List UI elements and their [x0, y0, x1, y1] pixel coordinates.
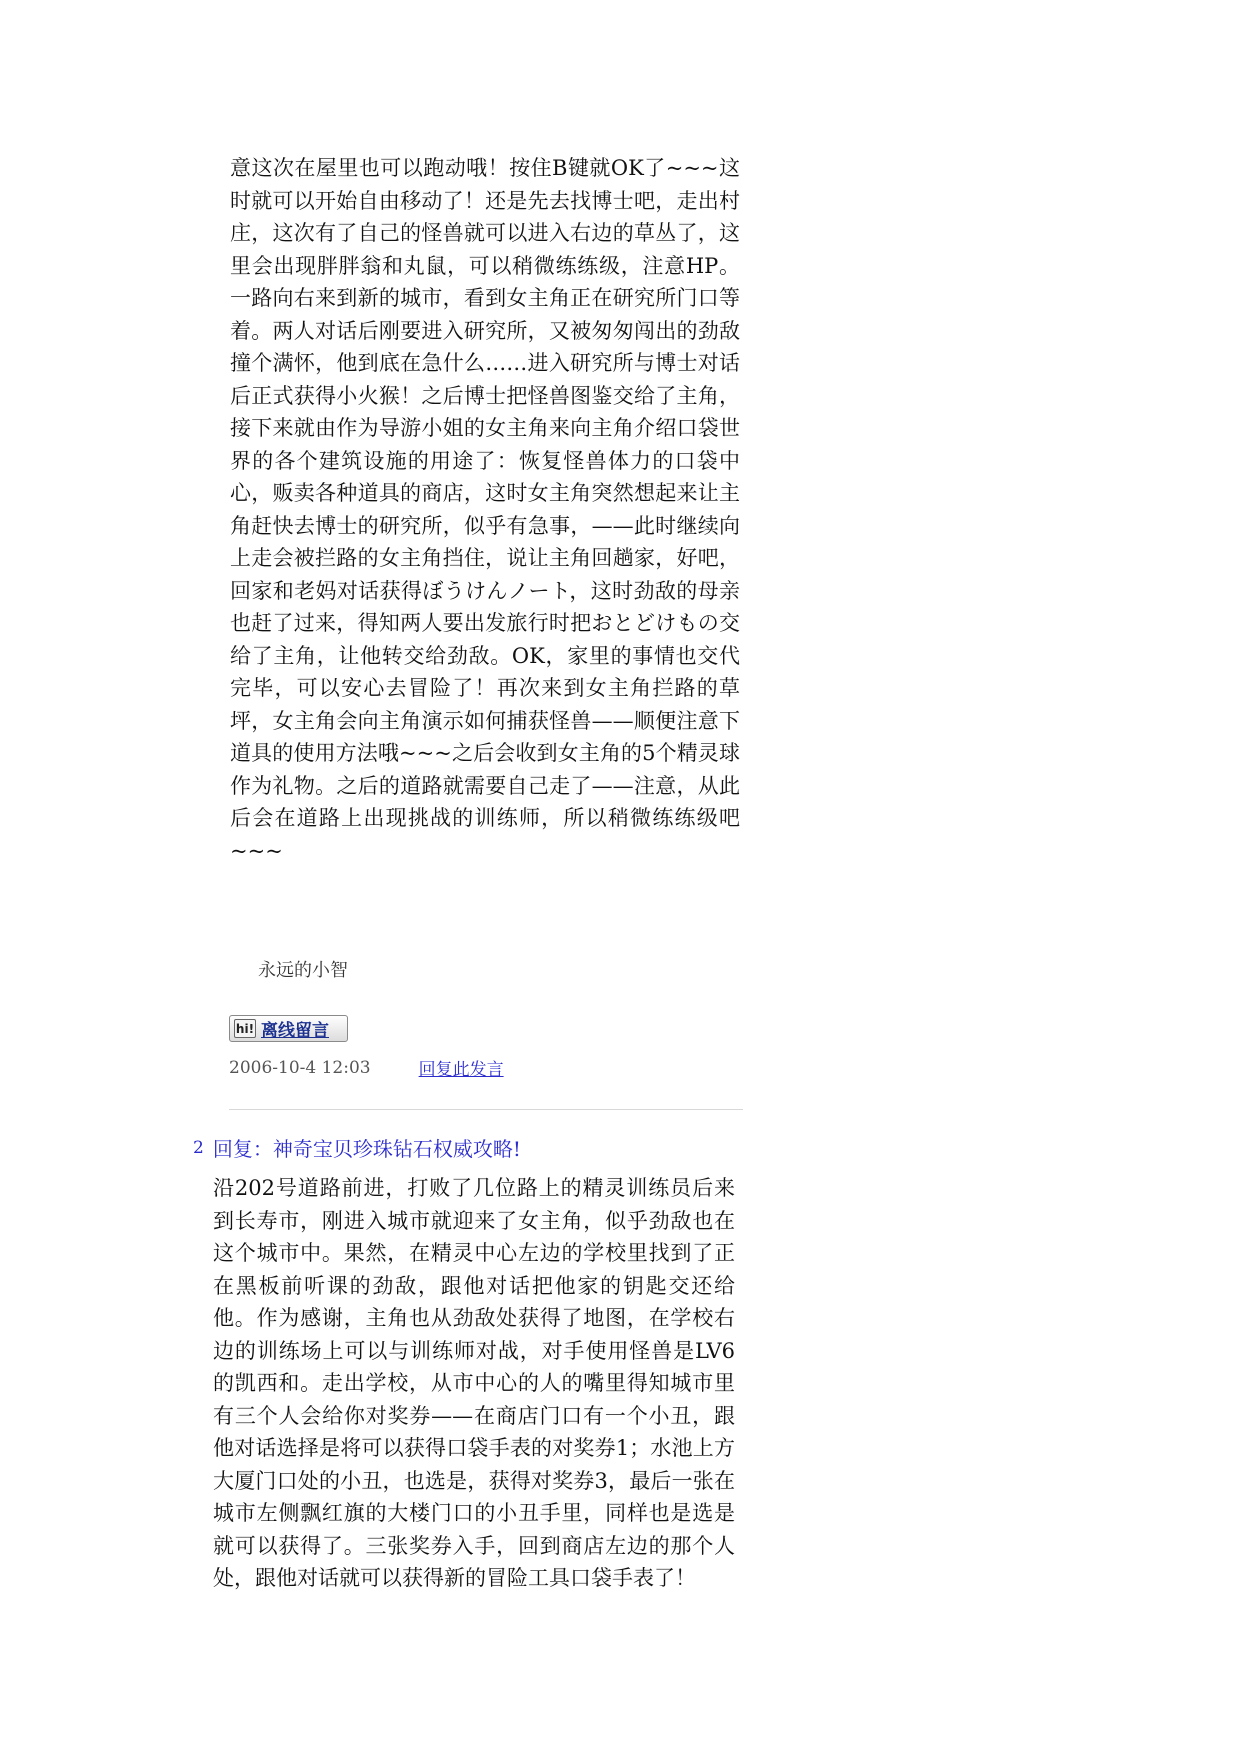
post-1-content [230, 152, 740, 867]
post-2-title-link[interactable]: 回复：神奇宝贝珍珠钻石权威攻略! [212, 1137, 521, 1161]
post-1-body: 意这次在屋里也可以跑动哦！按住B键就OK了~~~这时就可以开始自由移动了！还是先去找博士吧，走出村庄，这次有了自己的怪兽就可以进入右边的草丛了，这里会出现胖胖翁和丸鼠，可以稍微练练级，注意HP。一路向右来到新的城市，看到女主角正在研究所门口等着。两人对话后刚要进入研究所，又被匆匆闯出的劲敌撞个满怀，他到底在急什么……进入研究所与博士对话后正式获得小火猴！之后博士把怪兽图鉴交给了主角，接下来就由作为导游小姐的女主角来向主角介绍口袋世界的各个建筑设施的用途了：恢复怪兽体力的口袋中心，贩卖各种道具的商店，这时女主角突然想起来让主角赶快去博士的研究所，似乎有急事，——此时继续向上走会被拦路的女主角挡住，说让主角回趟家，好吧，回家和老妈对话获得ぼうけんノート，这时劲敌的母亲也赶了过来，得知两人要出发旅行时把おとどけもの交给了主角，让他转交给劲敌。OK，家里的事情也交代完毕，可以安心去冒险了！再次来到女主角拦路的草坪，女主角会向主角演示如何捕获怪兽——顺便注意下道具的使用方法哦~~~之后会收到女主角的5个精灵球作为礼物。之后的道路就需要自己走了——注意，从此后会在道路上出现挑战的训练师，所以稍微练练级吧~~~ [230, 156, 740, 863]
hi-icon: hi! [234, 1019, 256, 1038]
post-2-body: 沿202号道路前进，打败了几位路上的精灵训练员后来到长寿市，刚进入城市就迎来了女主角，似乎劲敌也在这个城市中。果然，在精灵中心左边的学校里找到了正在黑板前听课的劲敌，跟他对话把他家的钥匙交还给他。作为感谢，主角也从劲敌处获得了地图，在学校右边的训练场上可以与训练师对战，对手使用怪兽是LV6的凯西和。走出学校，从市中心的人的嘴里得知城市里有三个人会给你对奖券——在商店门口有一个小丑，跟他对话选择是将可以获得口袋手表的对奖券1；水池上方大厦门口处的小丑，也选是，获得对奖券3，最后一张在城市左侧飘红旗的大楼门口的小丑手里，同样也是选是就可以获得了。三张奖券入手，回到商店左边的那个人处，跟他对话就可以获得新的冒险工具口袋手表了！ [213, 1176, 735, 1590]
post-2-header [193, 1133, 521, 1162]
post-2-content [213, 1172, 735, 1595]
post-timestamp: 2006-10-4 12:03 [229, 1057, 371, 1078]
signature: 永远的小智 [258, 960, 348, 981]
offline-message-label: 离线留言 [261, 1021, 329, 1041]
post-divider [229, 1109, 743, 1110]
reply-to-post-link[interactable]: 回复此发言 [418, 1060, 504, 1080]
post-1-meta [229, 1055, 504, 1080]
offline-message-button[interactable] [229, 1015, 348, 1042]
post-number: 2 [193, 1137, 204, 1158]
